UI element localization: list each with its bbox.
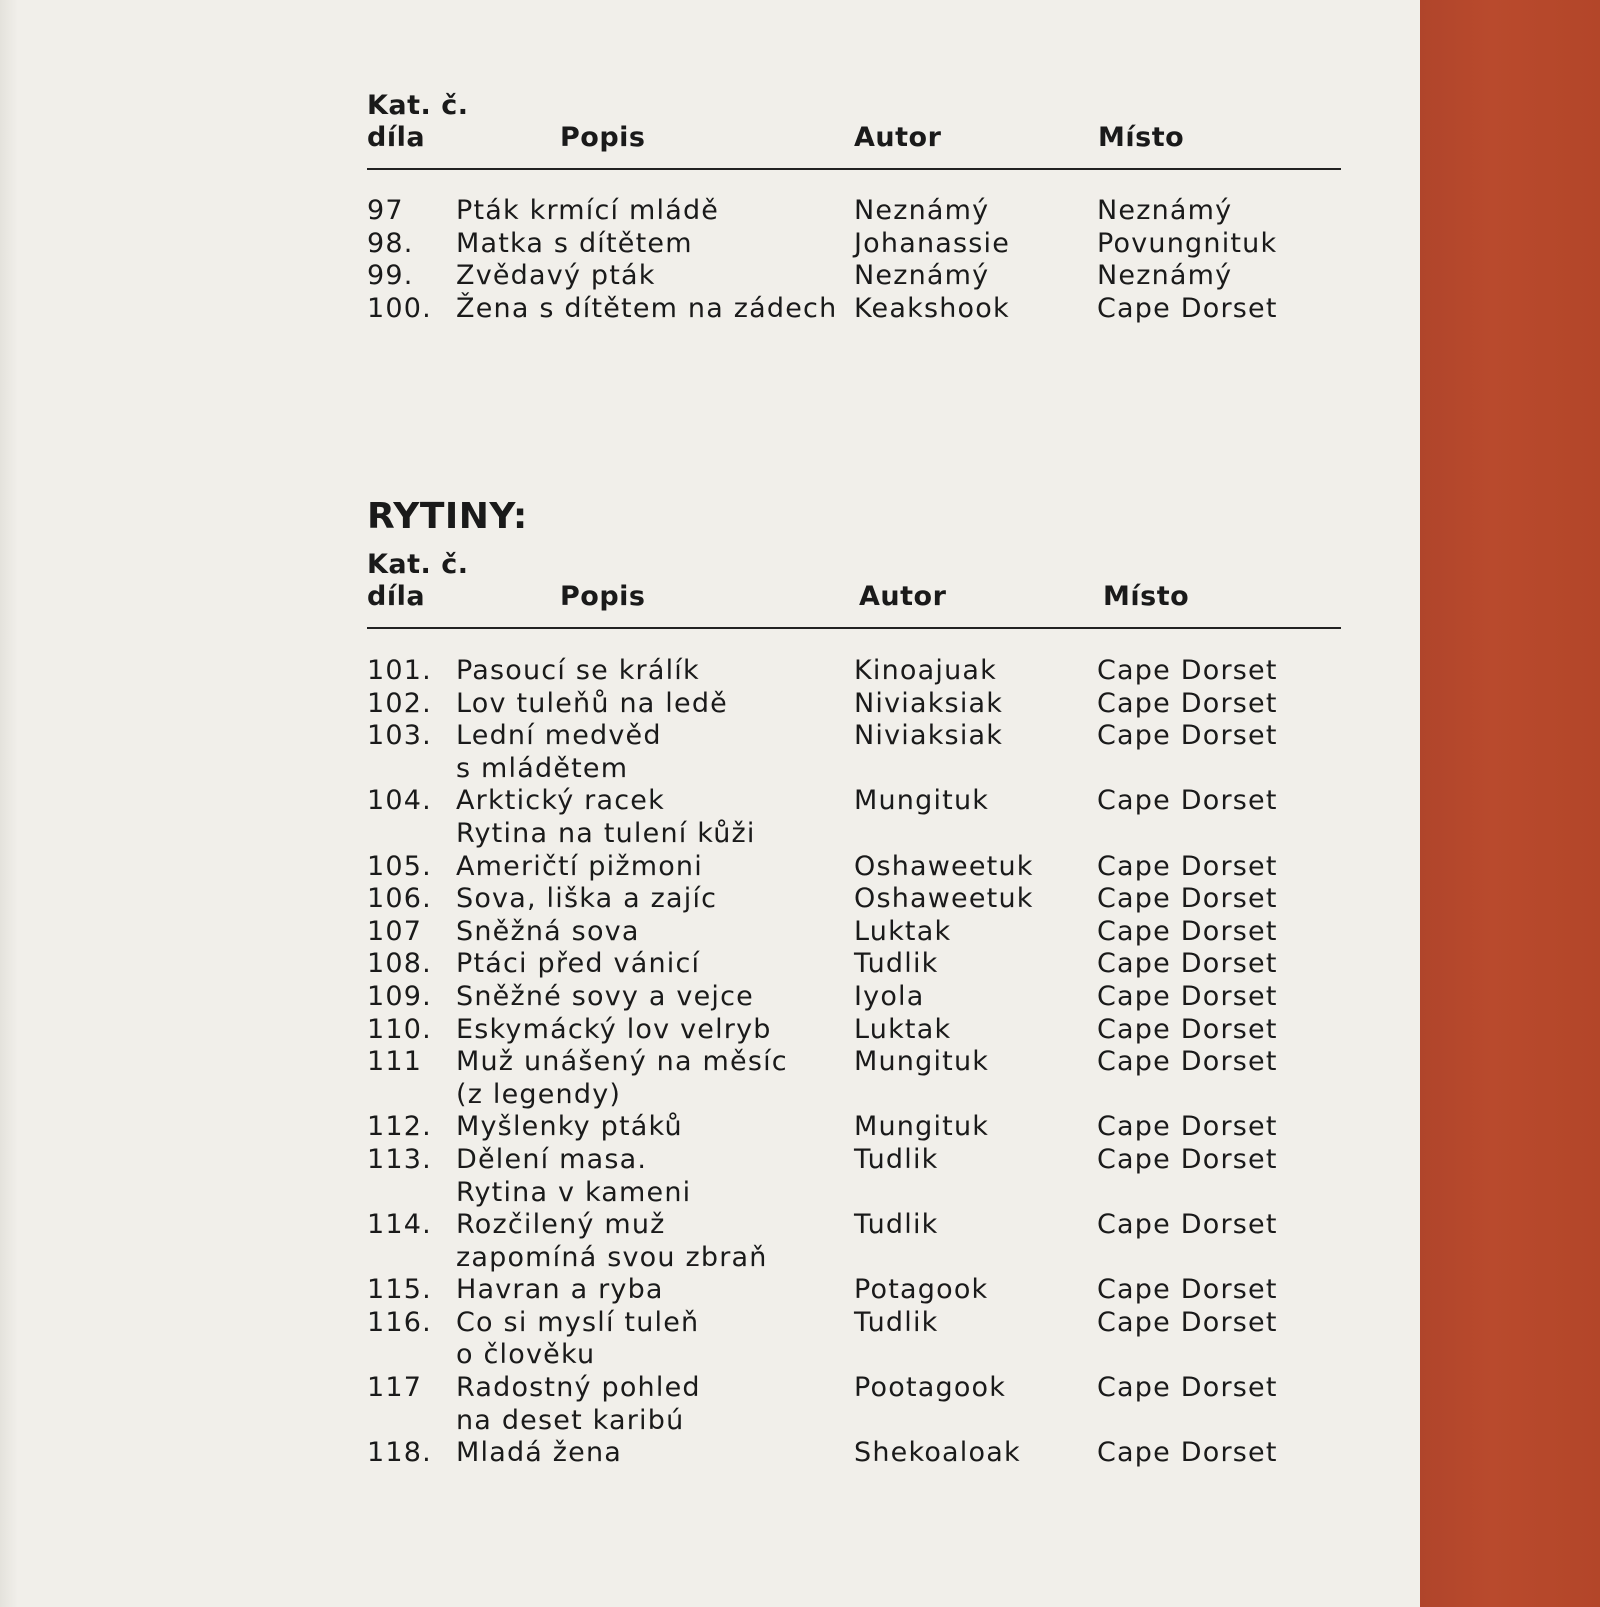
description: Zvědavý pták [456, 260, 656, 292]
description: Sova, liška a zajíc [456, 883, 718, 915]
place: Cape Dorset [1097, 1437, 1278, 1469]
place: Cape Dorset [1097, 1046, 1278, 1078]
author: Kinoajuak [854, 655, 997, 686]
table-row [367, 260, 1341, 293]
place: Cape Dorset [1097, 1372, 1278, 1404]
author: Keakshook [854, 292, 1010, 324]
author: Mungituk [854, 1111, 990, 1143]
place: Cape Dorset [1097, 850, 1278, 882]
table-row [367, 228, 1341, 261]
table-row [367, 785, 1341, 818]
catalog-number: 107 [367, 915, 423, 947]
section-heading-rytiny: RYTINY: [367, 496, 528, 537]
description: Arktický racek [456, 785, 665, 817]
catalog-number: 109. [367, 980, 432, 1012]
author: Niviaksiak [854, 687, 1004, 719]
table-body-2 [367, 655, 1341, 1470]
place: Neznámý [1097, 195, 1233, 226]
table-row [367, 883, 1341, 916]
author: Mungituk [854, 1046, 990, 1078]
description: Co si myslí tuleň [456, 1306, 700, 1338]
description: Sněžné sovy a vejce [456, 980, 754, 1012]
description: Rytina na tulení kůži [456, 817, 756, 849]
catalog-number: 113. [367, 1143, 432, 1175]
header-autor: Autor [854, 122, 942, 153]
description: s mládětem [456, 752, 629, 784]
catalog-section-1 [367, 90, 1341, 324]
table-row [367, 1437, 1341, 1470]
header-popis: Popis [560, 122, 646, 153]
description: Dělení masa. [456, 1143, 648, 1175]
table-row [367, 195, 1341, 228]
table-row [367, 948, 1341, 981]
description: Žena s dítětem na zádech [456, 292, 838, 324]
place: Cape Dorset [1097, 687, 1278, 719]
table-row [367, 1209, 1341, 1242]
description: Lední medvěd [456, 720, 662, 752]
description: zapomíná svou zbraň [456, 1241, 768, 1273]
place: Povungnituk [1097, 227, 1278, 259]
table-row [367, 1242, 1341, 1275]
author: Tudlik [854, 1306, 939, 1338]
description: Myšlenky ptáků [456, 1111, 683, 1143]
page-edge-shadow [0, 0, 18, 1607]
table-row [367, 655, 1341, 688]
catalog-number: 98. [367, 227, 414, 259]
catalog-number: 118. [367, 1437, 432, 1469]
author: Iyola [854, 980, 925, 1012]
place: Neznámý [1097, 260, 1233, 292]
catalog-number: 105. [367, 850, 432, 882]
table-row [367, 1177, 1341, 1210]
table-row [367, 818, 1341, 851]
catalog-number: 116. [367, 1306, 432, 1338]
place: Cape Dorset [1097, 1143, 1278, 1175]
header-rule-2 [367, 627, 1341, 629]
place: Cape Dorset [1097, 720, 1278, 752]
header-autor: Autor [859, 581, 947, 612]
table-row [367, 916, 1341, 949]
catalog-number: 99. [367, 260, 414, 292]
description: Američtí pižmoni [456, 850, 703, 882]
author: Neznámý [854, 195, 990, 226]
table-row [367, 981, 1341, 1014]
description: Matka s dítětem [456, 227, 693, 259]
header-misto: Místo [1103, 581, 1190, 612]
author: Luktak [854, 915, 952, 947]
description: Radostný pohled [456, 1372, 701, 1404]
header-popis: Popis [560, 581, 646, 612]
description: Rozčilený muž [456, 1209, 666, 1241]
table-row [367, 1372, 1341, 1405]
table-header-2 [367, 549, 1341, 613]
place: Cape Dorset [1097, 292, 1278, 324]
description: Pasoucí se králík [456, 655, 700, 686]
place: Cape Dorset [1097, 1111, 1278, 1143]
catalog-number: 112. [367, 1111, 432, 1143]
table-row [367, 1307, 1341, 1340]
catalog-number: 100. [367, 292, 432, 324]
author: Potagook [854, 1274, 989, 1306]
author: Tudlik [854, 948, 939, 980]
catalog-number: 97 [367, 195, 404, 226]
place: Cape Dorset [1097, 980, 1278, 1012]
description: Rytina v kameni [456, 1176, 692, 1208]
table-row [367, 1405, 1341, 1438]
place: Cape Dorset [1097, 1209, 1278, 1241]
catalog-number: 103. [367, 720, 432, 752]
table-row [367, 753, 1341, 786]
catalog-section-2 [367, 549, 1341, 1469]
catalog-number: 110. [367, 1013, 432, 1045]
place: Cape Dorset [1097, 948, 1278, 980]
description: Sněžná sova [456, 915, 640, 947]
header-kat-line2: díla [367, 581, 426, 612]
description: Ptáci před vánicí [456, 948, 701, 980]
catalog-number: 117 [367, 1372, 423, 1404]
header-kat-line1: Kat. č. [367, 90, 469, 121]
place: Cape Dorset [1097, 1013, 1278, 1045]
header-misto: Místo [1098, 122, 1185, 153]
table-row [367, 1144, 1341, 1177]
author: Oshaweetuk [854, 883, 1034, 915]
description: (z legendy) [456, 1078, 622, 1110]
place: Cape Dorset [1097, 785, 1278, 817]
catalog-number: 102. [367, 687, 432, 719]
table-row [367, 851, 1341, 884]
catalog-number: 104. [367, 785, 432, 817]
place: Cape Dorset [1097, 655, 1278, 686]
table-row [367, 688, 1341, 721]
description: Eskymácký lov velryb [456, 1013, 772, 1045]
catalog-number: 108. [367, 948, 432, 980]
place: Cape Dorset [1097, 1306, 1278, 1338]
description: Pták krmící mládě [456, 195, 720, 226]
description: Mladá žena [456, 1437, 623, 1469]
author: Neznámý [854, 260, 990, 292]
place: Cape Dorset [1097, 1274, 1278, 1306]
author: Niviaksiak [854, 720, 1004, 752]
author: Tudlik [854, 1209, 939, 1241]
description: na deset karibú [456, 1404, 685, 1436]
author: Tudlik [854, 1143, 939, 1175]
catalog-number: 111 [367, 1046, 423, 1078]
author: Oshaweetuk [854, 850, 1034, 882]
place: Cape Dorset [1097, 883, 1278, 915]
table-body-1 [367, 195, 1341, 325]
header-kat-line1: Kat. č. [367, 549, 469, 580]
author: Johanassie [854, 227, 1011, 259]
table-row [367, 1274, 1341, 1307]
table-row [367, 1046, 1341, 1079]
table-header-1 [367, 90, 1341, 154]
author: Pootagook [854, 1372, 1007, 1404]
header-rule-1 [367, 168, 1341, 170]
table-row [367, 1014, 1341, 1047]
table-row [367, 1339, 1341, 1372]
catalog-number: 106. [367, 883, 432, 915]
table-row [367, 720, 1341, 753]
place: Cape Dorset [1097, 915, 1278, 947]
catalog-number: 114. [367, 1209, 432, 1241]
table-row [367, 1079, 1341, 1112]
description: Lov tuleňů na ledě [456, 687, 728, 719]
description: o člověku [456, 1339, 596, 1371]
red-cover-band [1420, 0, 1600, 1607]
table-row [367, 1111, 1341, 1144]
catalog-number: 101. [367, 655, 432, 686]
author: Luktak [854, 1013, 952, 1045]
author: Mungituk [854, 785, 990, 817]
author: Shekoaloak [854, 1437, 1021, 1469]
description: Muž unášený na měsíc [456, 1046, 788, 1078]
description: Havran a ryba [456, 1274, 664, 1306]
catalog-number: 115. [367, 1274, 432, 1306]
header-kat-line2: díla [367, 122, 426, 153]
table-row [367, 293, 1341, 326]
